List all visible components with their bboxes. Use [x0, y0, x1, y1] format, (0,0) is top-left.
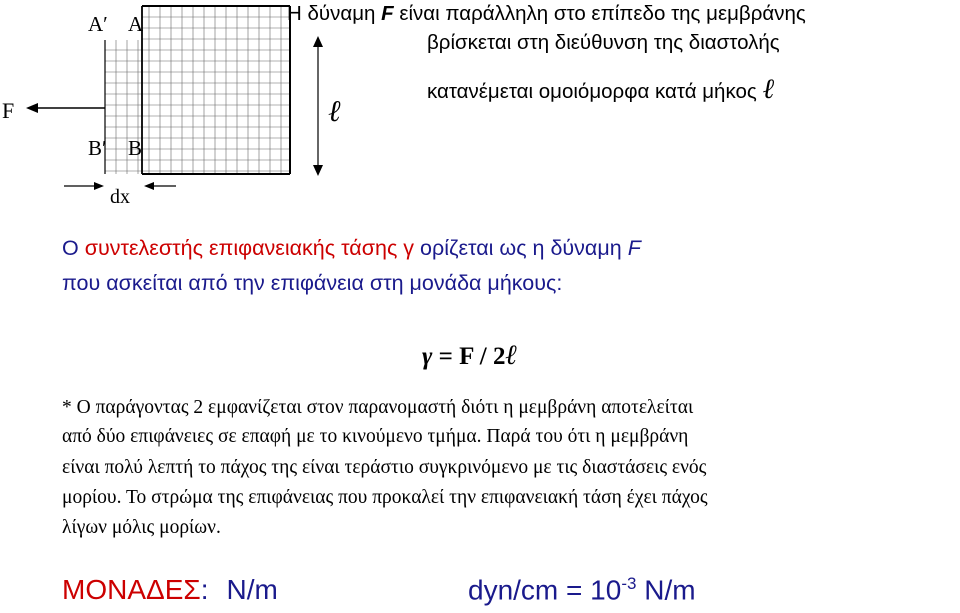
header-line1-f: F — [381, 2, 394, 25]
formula-eq: = F / 2 — [432, 343, 506, 370]
units-si: N/m — [226, 574, 278, 605]
force-arrow-head — [26, 103, 38, 113]
label-force: F — [2, 98, 15, 123]
header-line1-suffix: είναι παράλληλη στο επίπεδο της μεμβράνης — [393, 2, 806, 25]
label-length: ℓ — [328, 94, 341, 129]
label-a: A — [128, 12, 144, 36]
units-cgs-exp: -3 — [621, 574, 637, 593]
units-colon: : — [200, 574, 209, 605]
units-line — [62, 574, 278, 606]
label-b-prime: B′ — [88, 136, 107, 160]
header-line-3 — [427, 72, 774, 106]
label-b: B — [128, 136, 143, 160]
label-a-prime: A′ — [88, 12, 108, 36]
label-dx: dx — [110, 186, 130, 208]
length-arrow-head-top — [313, 36, 323, 47]
definition-o: Ο — [62, 236, 85, 260]
units-cgs-suffix: N/m — [636, 574, 696, 606]
definition-line-2: που ασκείται από την επιφάνεια στη μονάδα μήκους: — [62, 271, 563, 295]
formula-l: ℓ — [505, 338, 518, 371]
note-line-2: από δύο επιφάνειες σε επαφή με το κινούμενο τμήμα. Παρά του ότι η μεμβράνη — [62, 426, 689, 447]
formula — [422, 338, 517, 372]
length-arrow-head-bottom — [313, 165, 323, 176]
definition-line-1 — [62, 236, 641, 261]
formula-gamma: γ — [422, 343, 433, 370]
note-line-1: * Ο παράγοντας 2 εμφανίζεται στον παρανομαστή διότι η μεμβράνη αποτελείται — [62, 397, 694, 418]
units-cgs-prefix: dyn/cm = 10 — [468, 574, 622, 606]
units-cgs — [468, 574, 696, 606]
definition-rest: ορίζεται ως η δύναμη — [414, 236, 628, 260]
header-line1-prefix: Η δύναμη — [287, 2, 382, 25]
definition-term: συντελεστής επιφανειακής τάσης γ — [84, 236, 415, 260]
header-line3-l: ℓ — [762, 72, 775, 105]
units-label: ΜΟΝΑΔΕΣ — [62, 574, 201, 605]
header-line-1 — [287, 2, 806, 26]
dx-arrow-left-head — [94, 182, 104, 190]
header-line-2: βρίσκεται στη διεύθυνση της διαστολής — [427, 31, 780, 54]
header-line3-text: κατανέμεται ομοιόμορφα κατά μήκος — [427, 80, 757, 103]
note-line-3: είναι πολύ λεπτή το πάχος της είναι τεράστιο συγκρινόμενο με τις διαστάσεις ενός — [62, 457, 707, 478]
definition-f: F — [627, 236, 641, 260]
note-line-4: μορίου. Το στρώμα της επιφάνειας που προκαλεί την επιφανειακή τάση έχει πάχος — [62, 487, 708, 508]
dx-arrow-right-head — [144, 182, 154, 190]
note-line-5: λίγων μόλις μορίων. — [62, 517, 221, 538]
